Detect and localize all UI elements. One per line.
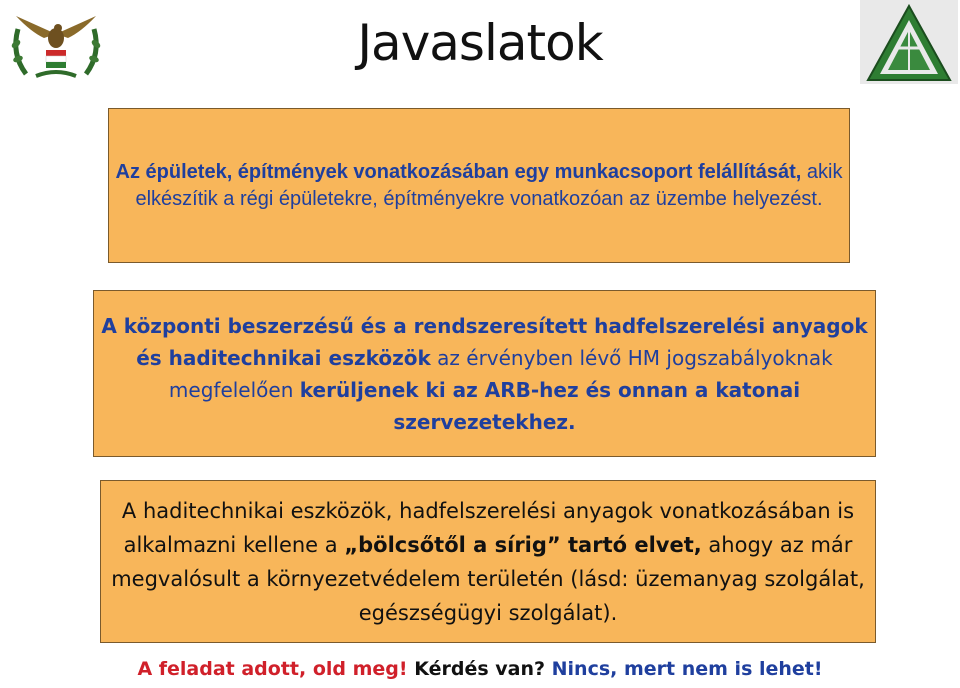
proposal-3-text [101, 494, 875, 630]
footer-line [0, 658, 960, 680]
proposal-2-bold-2: kerüljenek ki az ARB-hez és onnan a katonai szervezetekhez. [299, 377, 801, 434]
proposal-1-normal: akik elkészítik a régi épületekre, építményekre vonatkozóan az üzembe helyezést. [135, 160, 843, 210]
page-title: Javaslatok [357, 14, 603, 72]
footer-blue-text: Nincs, mert nem is lehet! [545, 658, 823, 680]
proposal-1-bold: Az épületek, építmények vonatkozásában egy munkacsoport felállítását, [115, 160, 802, 183]
footer-dark-text: Kérdés van? [407, 658, 546, 680]
proposal-2-bold-1: A központi beszerzésű és a rendszeresített hadfelszerelési anyagok és haditechnikai eszközök [101, 313, 868, 370]
proposal-2-normal: az érvényben lévő HM jogszabályoknak megfelelően [168, 345, 833, 402]
proposal-3-part-3: ahogy az már megvalósult a környezetvédelem területén (lásd: üzemanyag szolgálat, egészségügyi szolgálat). [111, 532, 865, 625]
proposal-box-1 [108, 108, 850, 263]
footer-red-text: A feladat adott, old meg! [137, 658, 408, 680]
proposal-box-3 [100, 480, 876, 643]
proposal-1-text [109, 159, 849, 213]
proposal-2-text [94, 310, 875, 438]
proposal-3-part-1: A haditechnikai eszközök, hadfelszerelési anyagok vonatkozásában is alkalmazni kellene a [121, 498, 855, 557]
proposal-box-2 [93, 290, 876, 457]
proposal-3-bold: „bölcsőtől a sírig” tartó elvet, [344, 532, 702, 557]
